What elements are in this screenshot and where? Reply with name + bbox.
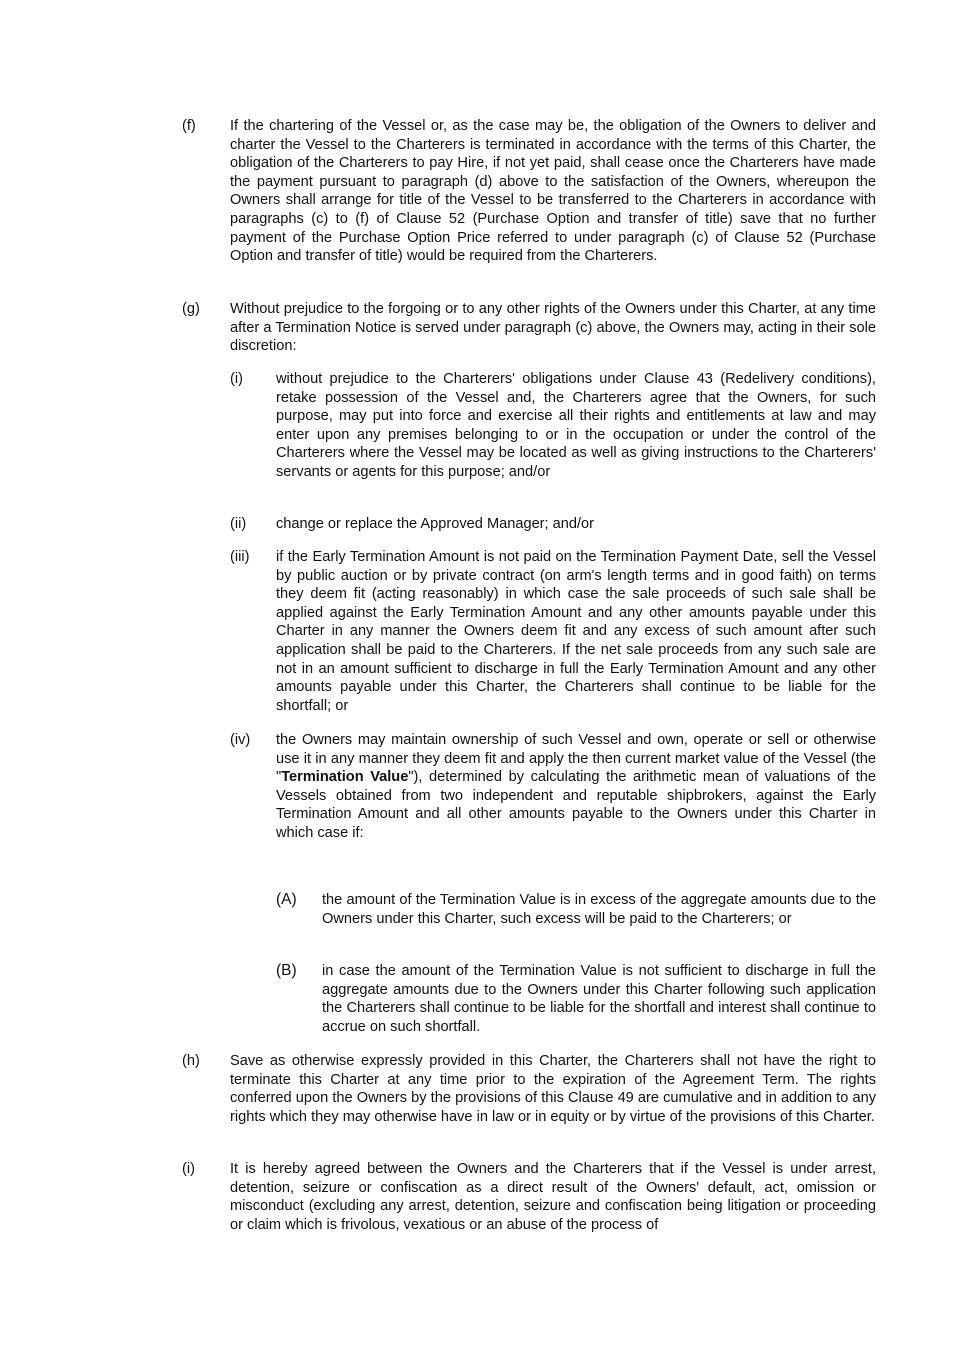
subclause-text: if the Early Termination Amount is not paid on the Termination Payment Date, sell the Vessel by public auction or by private contract (on arm's length terms and in good faith) on terms they deem fit (acting reasonably) in which case the sale proceeds of such sale shall be applied against the Early Termination Amount and any other amounts payable under this Charter in any manner the Owners deem fit and any excess of such amount after such application shall be paid to the Charterers. If the net sale proceeds from any such sale are not in an amount sufficient to discharge in full the Early Termination Amount and any other amounts payable under this Charter, the Charterers shall continue to be liable for the shortfall; or xyxy=(276,549,876,714)
subclause-marker: (iv) xyxy=(230,732,251,748)
subclause-marker: (i) xyxy=(230,371,243,387)
subclause-g-i xyxy=(230,370,876,482)
subsubclause-text: the amount of the Termination Value is in excess of the aggregate amounts due to the Owners under this Charter, such excess will be paid to the Charterers; or xyxy=(322,892,876,927)
subsubclause-marker: (A) xyxy=(276,891,297,908)
clause-g xyxy=(182,300,876,356)
subclause-marker: (iii) xyxy=(230,549,250,565)
subsubclause-B xyxy=(276,962,876,1036)
clause-text: It is hereby agreed between the Owners and the Charterers that if the Vessel is under arrest, detention, seizure or confiscation as a direct result of the Owners' default, act, omission or misconduct (excluding any arrest, detention, seizure and confiscation being litigation or proceeding or claim which is frivolous, vexatious or an abuse of the process of xyxy=(230,1161,876,1233)
subsubclause-marker: (B) xyxy=(276,962,297,979)
subclause-marker: (ii) xyxy=(230,516,247,532)
defined-term-termination-value: Termination Value xyxy=(281,769,409,786)
subclause-text xyxy=(276,731,876,843)
clause-marker: (g) xyxy=(182,301,200,317)
subclause-g-iv xyxy=(230,731,876,843)
clause-i xyxy=(182,1160,876,1234)
clause-text: Without prejudice to the forgoing or to any other rights of the Owners under this Charter, at any time after a Termination Notice is served under paragraph (c) above, the Owners may, acting in their sole discretion: xyxy=(230,301,876,355)
subsubclause-text: in case the amount of the Termination Value is not sufficient to discharge in full the aggregate amounts due to the Owners under this Charter following such application the Charterers shall continue to be liable for the shortfall and interest shall continue to accrue on such shortfall. xyxy=(322,963,876,1035)
clause-h xyxy=(182,1052,876,1126)
clause-f xyxy=(182,117,876,266)
subclause-g-iii xyxy=(230,548,876,715)
subclause-text: change or replace the Approved Manager; and/or xyxy=(276,516,595,532)
subclause-text: without prejudice to the Charterers' obligations under Clause 43 (Redelivery conditions), retake possession of the Vessel and, the Charterers agree that the Owners, for such purpose, may put into force and exercise all their rights and entitlements at law and may enter upon any premises belonging to or in the occupation or under the control of the Charterers where the Vessel may be located as well as giving instructions to the Charterers' servants or agents for this purpose; and/or xyxy=(276,371,876,480)
clause-marker: (i) xyxy=(182,1161,195,1177)
clause-text: If the chartering of the Vessel or, as the case may be, the obligation of the Owners to deliver and charter the Vessel to the Charterers is terminated in accordance with the terms of this Charter, the obligation of the Charterers to pay Hire, if not yet paid, shall cease once the Charterers have made the payment pursuant to paragraph (d) above to the satisfaction of the Owners, whereupon the Owners shall arrange for title of the Vessel to be transferred to the Charterers in accordance with paragraphs (c) to (f) of Clause 52 (Purchase Option and transfer of title) save that no further payment of the Purchase Option Price referred to under paragraph (c) of Clause 52 (Purchase Option and transfer of title) would be required from the Charterers. xyxy=(230,118,876,265)
subclause-text-after: "), determined by calculating the arithmetic mean of valuations of the Vessels obtained from two independent and reputable shipbrokers, against the Early Termination Amount and all other amounts payable to the Owners under this Charter in which case if: xyxy=(276,769,876,841)
subclause-text-before: the Owners may maintain ownership of such Vessel and own, operate or sell or otherwise use it in any manner they deem fit and apply the then current market value of the Vessel (the " xyxy=(276,732,876,786)
clause-marker: (h) xyxy=(182,1053,200,1069)
subclause-g-ii xyxy=(230,515,876,534)
subsubclause-A xyxy=(276,891,876,928)
clause-marker: (f) xyxy=(182,118,196,134)
clause-text: Save as otherwise expressly provided in this Charter, the Charterers shall not have the right to terminate this Charter at any time prior to the expiration of the Agreement Term. The rights conferred upon the Owners by the provisions of this Clause 49 are cumulative and in addition to any rights which they may otherwise have in law or in equity or by virtue of the provisions of this Charter. xyxy=(230,1053,876,1125)
